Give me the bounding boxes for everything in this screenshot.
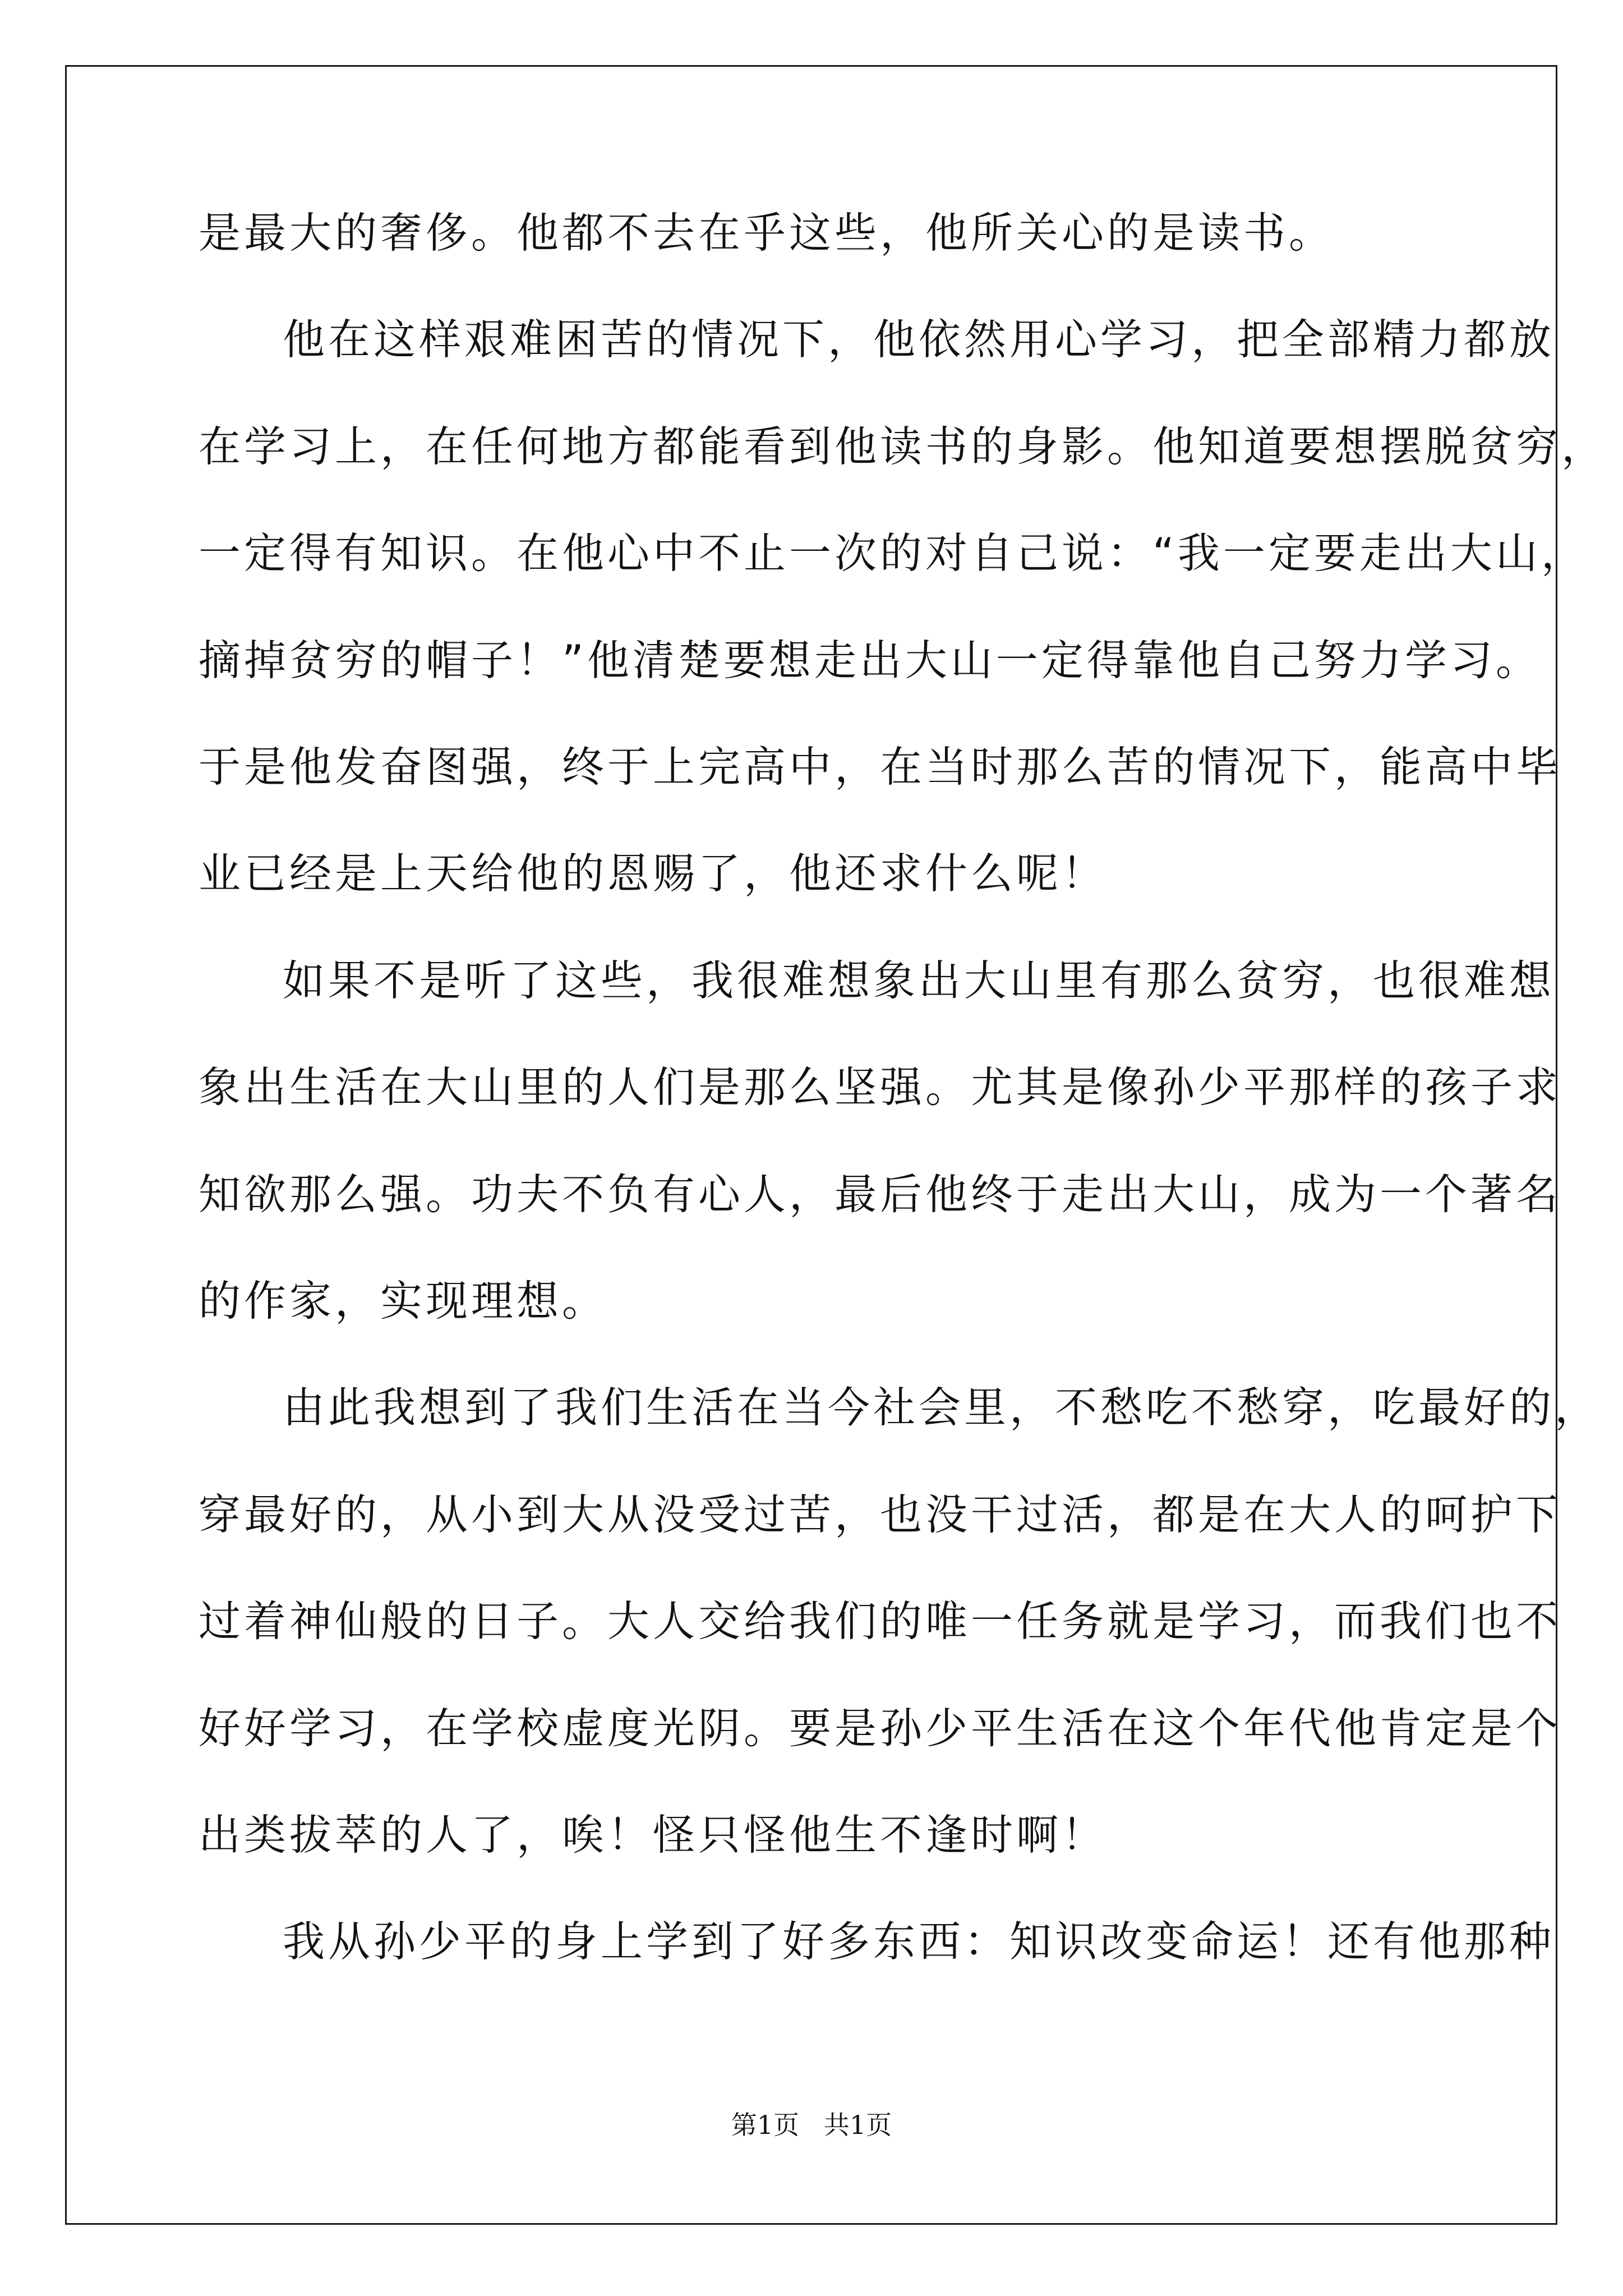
text-line: 过着神仙般的日子。大人交给我们的唯一任务就是学习，而我们也不 <box>199 1596 1562 1646</box>
text-line: 知欲那么强。功夫不负有心人，最后他终于走出大山，成为一个著名 <box>199 1170 1562 1219</box>
text-line: 象出生活在大山里的人们是那么坚强。尤其是像孙少平那样的孩子求 <box>199 1062 1562 1112</box>
page-number-footer: 第1页 共1页 <box>731 2110 892 2140</box>
text-line: 出类拔萃的人了，唉！怪只怪他生不逢时啊！ <box>199 1810 1108 1860</box>
text-line: 如果不是听了这些，我很难想象出大山里有那么贫穷，也很难想 <box>283 956 1555 1005</box>
text-line: 由此我想到了我们生活在当今社会里，不愁吃不愁穿，吃最好的， <box>283 1383 1601 1432</box>
text-line: 摘掉贫穷的帽子！”他清楚要想走出大山一定得靠他自己努力学习。 <box>199 636 1541 685</box>
text-line: 他在这样艰难困苦的情况下，他依然用心学习，把全部精力都放 <box>283 315 1555 364</box>
text-line: 的作家，实现理想。 <box>199 1276 608 1326</box>
page-border <box>65 65 1557 2225</box>
text-line: 在学习上，在任何地方都能看到他读书的身影。他知道要想摆脱贫穷， <box>199 422 1607 471</box>
text-line: 业已经是上天给他的恩赐了，他还求什么呢！ <box>199 849 1108 898</box>
text-line: 一定得有知识。在他心中不止一次的对自己说：“我一定要走出大山， <box>199 528 1587 578</box>
text-line: 我从孙少平的身上学到了好多东西：知识改变命运！还有他那种 <box>283 1917 1555 1966</box>
text-line: 是最大的奢侈。他都不去在乎这些，他所关心的是读书。 <box>199 208 1335 257</box>
text-line: 于是他发奋图强，终于上完高中，在当时那么苦的情况下，能高中毕 <box>199 742 1562 792</box>
text-line: 好好学习，在学校虚度光阴。要是孙少平生活在这个年代他肯定是个 <box>199 1704 1562 1753</box>
text-line: 穿最好的，从小到大从没受过苦，也没干过活，都是在大人的呵护下 <box>199 1490 1562 1539</box>
